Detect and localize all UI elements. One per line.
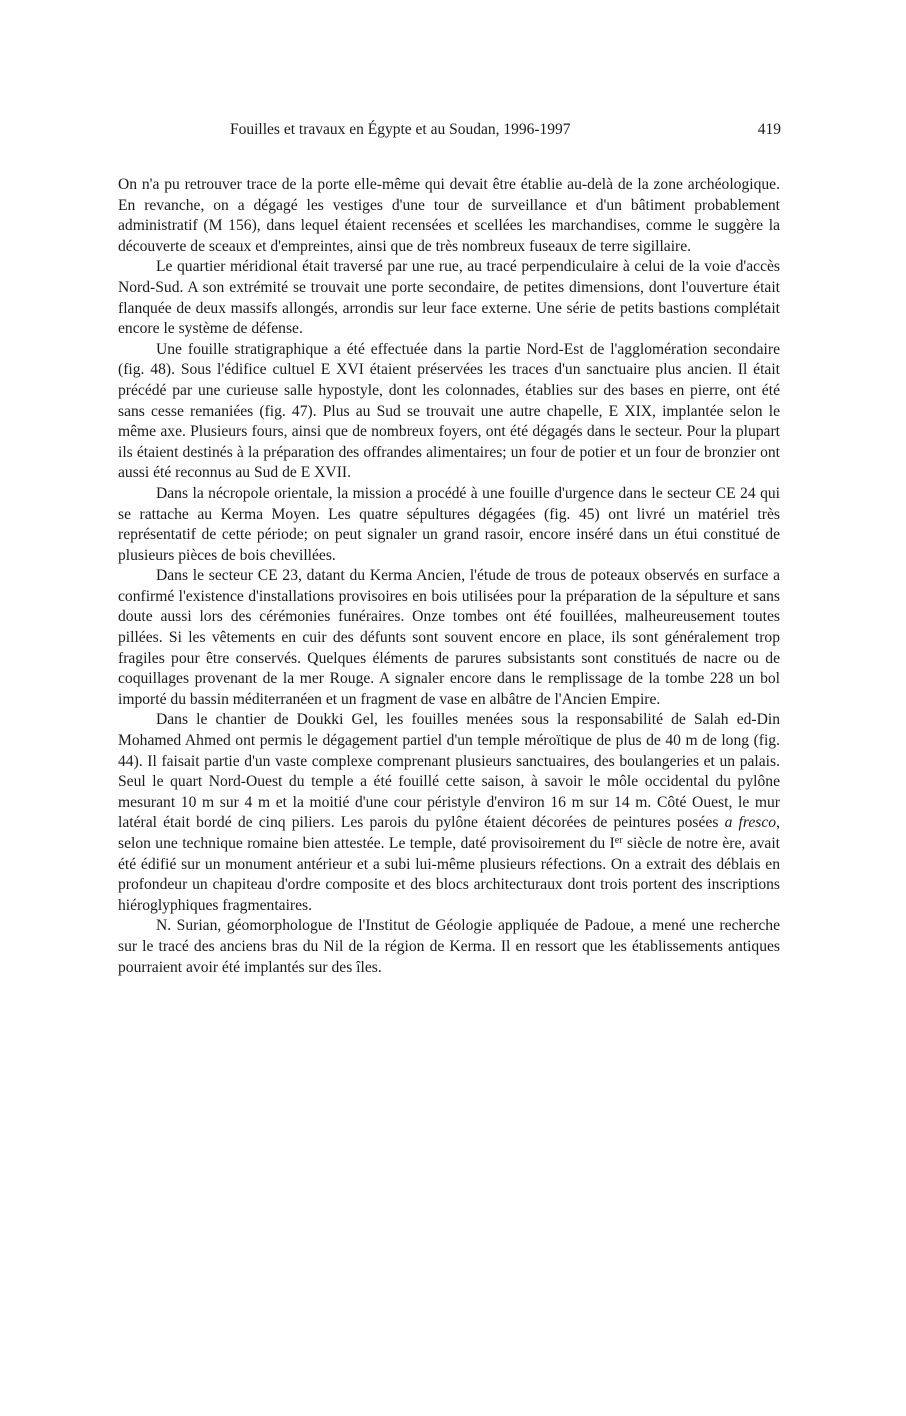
paragraph-text: Dans le chantier de Doukki Gel, les fouilles menées sous la responsabilité de Salah ed-Din Mohamed Ahmed ont permis le dégagement partiel d'un temple méroïtique de plus de 40 m de long (fig. 44). Il faisait partie d'un vaste complexe comprenant plusieurs sanctuaires, des boulangeries et un palais. Seul le quart Nord-Ouest du temple a été fouillé cette saison, à savoir le môle occidental du pylône mesurant 10 m sur 4 m et la moitié d'une cour péristyle d'environ 16 m sur 14 m. Côté Ouest, le mur latéral était bordé de cinq piliers. Les parois du pylône étaient décorées de peintures posées bbox=[118, 711, 780, 832]
body-text bbox=[118, 175, 780, 978]
paragraph-text: , selon une technique romaine bien attestée. Le temple, daté provisoirement du I bbox=[118, 814, 780, 852]
paragraph: On n'a pu retrouver trace de la porte elle-même qui devait être établie au-delà de la zone archéologique. En revanche, on a dégagé les vestiges d'une tour de surveillance et d'un bâtiment probablement administratif (M 156), dans lequel étaient recensées et scellées les marchandises, comme le suggère la découverte de sceaux et d'empreintes, ainsi que de très nombreux fuseaux de terre sigillaire. bbox=[118, 176, 780, 255]
paragraph: Dans la nécropole orientale, la mission a procédé à une fouille d'urgence dans le secteur CE 24 qui se rattache au Kerma Moyen. Les quatre sépultures dégagées (fig. 45) ont livré un matériel très représentatif de cette période; on peut signaler un grand rasoir, encore inséré dans un étui constitué de plusieurs pièces de bois chevillées. bbox=[118, 484, 780, 564]
paragraph bbox=[118, 710, 780, 916]
running-title: Fouilles et travaux en Égypte et au Soudan, 1996-1997 bbox=[230, 121, 571, 138]
superscript: er bbox=[614, 835, 623, 846]
paragraph: Dans le secteur CE 23, datant du Kerma Ancien, l'étude de trous de poteaux observés en surface a confirmé l'existence d'installations provisoires en bois utilisées pour la préparation de la sépulture et sans doute aussi lors des cérémonies funéraires. Onze tombes ont été fouillées, malheureusement toutes pillées. Si les vêtements en cuir des défunts sont souvent encore en place, ils sont généralement trop fragiles pour être conservés. Quelques éléments de parures subsistants sont constitués de nacre ou de coquillages provenant de la mer Rouge. A signaler encore dans le remplissage de la tombe 228 un bol importé du bassin méditerranéen et un fragment de vase en albâtre de l'Ancien Empire. bbox=[118, 567, 780, 708]
page-number: 419 bbox=[757, 121, 781, 138]
paragraph: Le quartier méridional était traversé par une rue, au tracé perpendiculaire à celui de la voie d'accès Nord-Sud. A son extrémité se trouvait une porte secondaire, de petites dimensions, dont l'ouverture était flanquée de deux massifs allongés, arrondis sur leur face externe. Une série de petits bastions complétait encore le système de défense. bbox=[118, 258, 780, 338]
italic-term: a fresco bbox=[724, 814, 777, 832]
paragraph-text: siècle de notre ère, avait été édifié sur un monument antérieur et a subi lui-même plusieurs réfections. On a extrait des déblais en profondeur un chapiteau d'ordre composite et des blocs architecturaux dont trois portent des inscriptions hiéroglyphiques fragmentaires. bbox=[118, 835, 780, 914]
paragraph: N. Surian, géomorphologue de l'Institut de Géologie appliquée de Padoue, a mené une recherche sur le tracé des anciens bras du Nil de la région de Kerma. Il en ressort que les établissements antiques pourraient avoir été implantés sur des îles. bbox=[118, 917, 780, 976]
paragraph: Une fouille stratigraphique a été effectuée dans la partie Nord-Est de l'agglomération secondaire (fig. 48). Sous l'édifice cultuel E XVI étaient préservées les traces d'un sanctuaire plus ancien. Il était précédé par une curieuse salle hypostyle, dont les colonnades, établies sur des bases en pierre, ont été sans cesse remaniées (fig. 47). Plus au Sud se trouvait une autre chapelle, E XIX, implantée selon le même axe. Plusieurs fours, ainsi que de nombreux foyers, ont été dégagés dans le secteur. Pour la plupart ils étaient destinés à la préparation des offrandes alimentaires; un four de potier et un four de bronzier ont aussi été reconnus au Sud de E XVII. bbox=[118, 340, 780, 482]
